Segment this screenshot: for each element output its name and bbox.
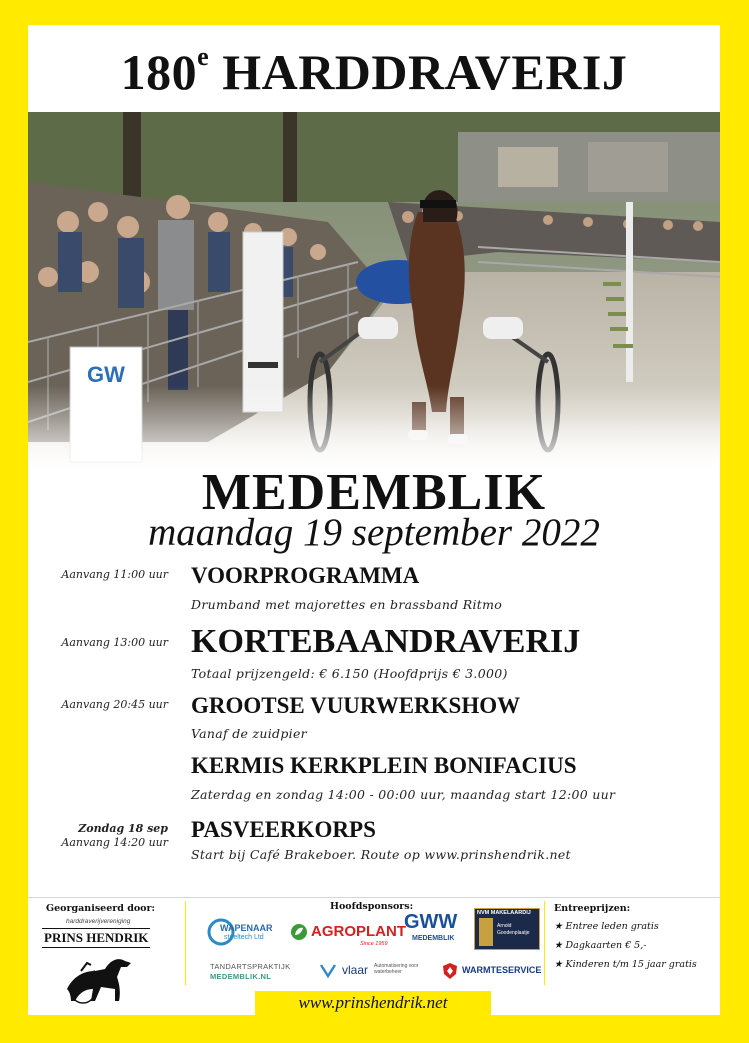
footer-column-divider bbox=[544, 901, 545, 985]
price-item: ★ Entree leden gratis bbox=[554, 921, 659, 932]
org-name: PRINS HENDRIK bbox=[42, 928, 150, 948]
price-item: ★ Kinderen t/m 15 jaar gratis bbox=[554, 959, 697, 970]
sponsor-agroplant: AGROPLANT Since 1959 bbox=[290, 921, 382, 949]
program-time-2: Aanvang 13:00 uur bbox=[61, 636, 168, 649]
price-item: ★ Dagkaarten € 5,- bbox=[554, 940, 647, 951]
poster-sheet bbox=[28, 25, 720, 1015]
program-heading-4: KERMIS KERKPLEIN BONIFACIUS bbox=[191, 753, 577, 778]
website-link[interactable]: www.prinshendrik.net bbox=[255, 991, 491, 1015]
program-sub-3: Vanaf de zuidpier bbox=[191, 726, 307, 741]
sponsor-makelaardij: NVM MAKELAARDIJ Arnold Goodenplaatje bbox=[474, 908, 540, 950]
footer-divider bbox=[28, 897, 720, 898]
footer-column-divider bbox=[185, 901, 186, 985]
program-heading-1: VOORPROGRAMMA bbox=[191, 563, 420, 588]
event-date: maandag 19 september 2022 bbox=[148, 511, 600, 554]
sponsor-vlaar: vlaar Automatisering voor waterbeheer bbox=[318, 958, 428, 986]
program-heading-5: PASVEERKORPS bbox=[191, 817, 376, 842]
warmteservice-shield-icon bbox=[442, 962, 458, 980]
program-time-3: Aanvang 20:45 uur bbox=[61, 698, 168, 711]
sponsors-heading: Hoofdsponsors: bbox=[330, 901, 414, 912]
program-heading-2: KORTEBAANDRAVERIJ bbox=[191, 623, 581, 660]
org-tagline: harddraverijvereniging bbox=[66, 918, 131, 925]
program-sub-4: Zaterdag en zondag 14:00 - 00:00 uur, maandag start 12:00 uur bbox=[191, 787, 616, 802]
city-name: MEDEMBLIK bbox=[201, 464, 547, 521]
prices-heading: Entreeprijzen: bbox=[554, 903, 631, 914]
vlaar-logo-icon bbox=[318, 960, 338, 980]
race-photo bbox=[28, 112, 720, 477]
program-sub-2: Totaal prijzengeld: € 6.150 (Hoofdprijs € 3.000) bbox=[191, 666, 508, 681]
program-heading-3: GROOTSE VUURWERKSHOW bbox=[191, 693, 521, 718]
trotter-silhouette-icon bbox=[61, 949, 143, 1007]
program-sub-1: Drumband met majorettes en brassband Ritmo bbox=[191, 597, 503, 612]
program-sub-5: Start bij Café Brakeboer. Route op www.prinshendrik.net bbox=[191, 847, 571, 862]
organised-by-heading: Georganiseerd door: bbox=[46, 903, 156, 914]
makelaardij-mark-icon bbox=[479, 918, 493, 946]
sponsor-tandartspraktijk: TANDARTSPRAKTIJK MEDEMBLIK.NL bbox=[210, 962, 291, 981]
sponsor-wapenaar: WAPENAAR steeltech Ltd bbox=[204, 913, 274, 953]
sponsor-gww: GWW MEDEMBLIK bbox=[404, 911, 458, 942]
program-time-5: Zondag 18 sep Aanvang 14:20 uur bbox=[61, 822, 168, 849]
program-time-1: Aanvang 11:00 uur bbox=[61, 568, 168, 581]
sponsor-warmteservice: WARMTESERVICE bbox=[442, 962, 542, 982]
agroplant-leaf-icon bbox=[290, 923, 308, 941]
poster-title: 180e HARDDRAVERIJ bbox=[120, 42, 628, 100]
